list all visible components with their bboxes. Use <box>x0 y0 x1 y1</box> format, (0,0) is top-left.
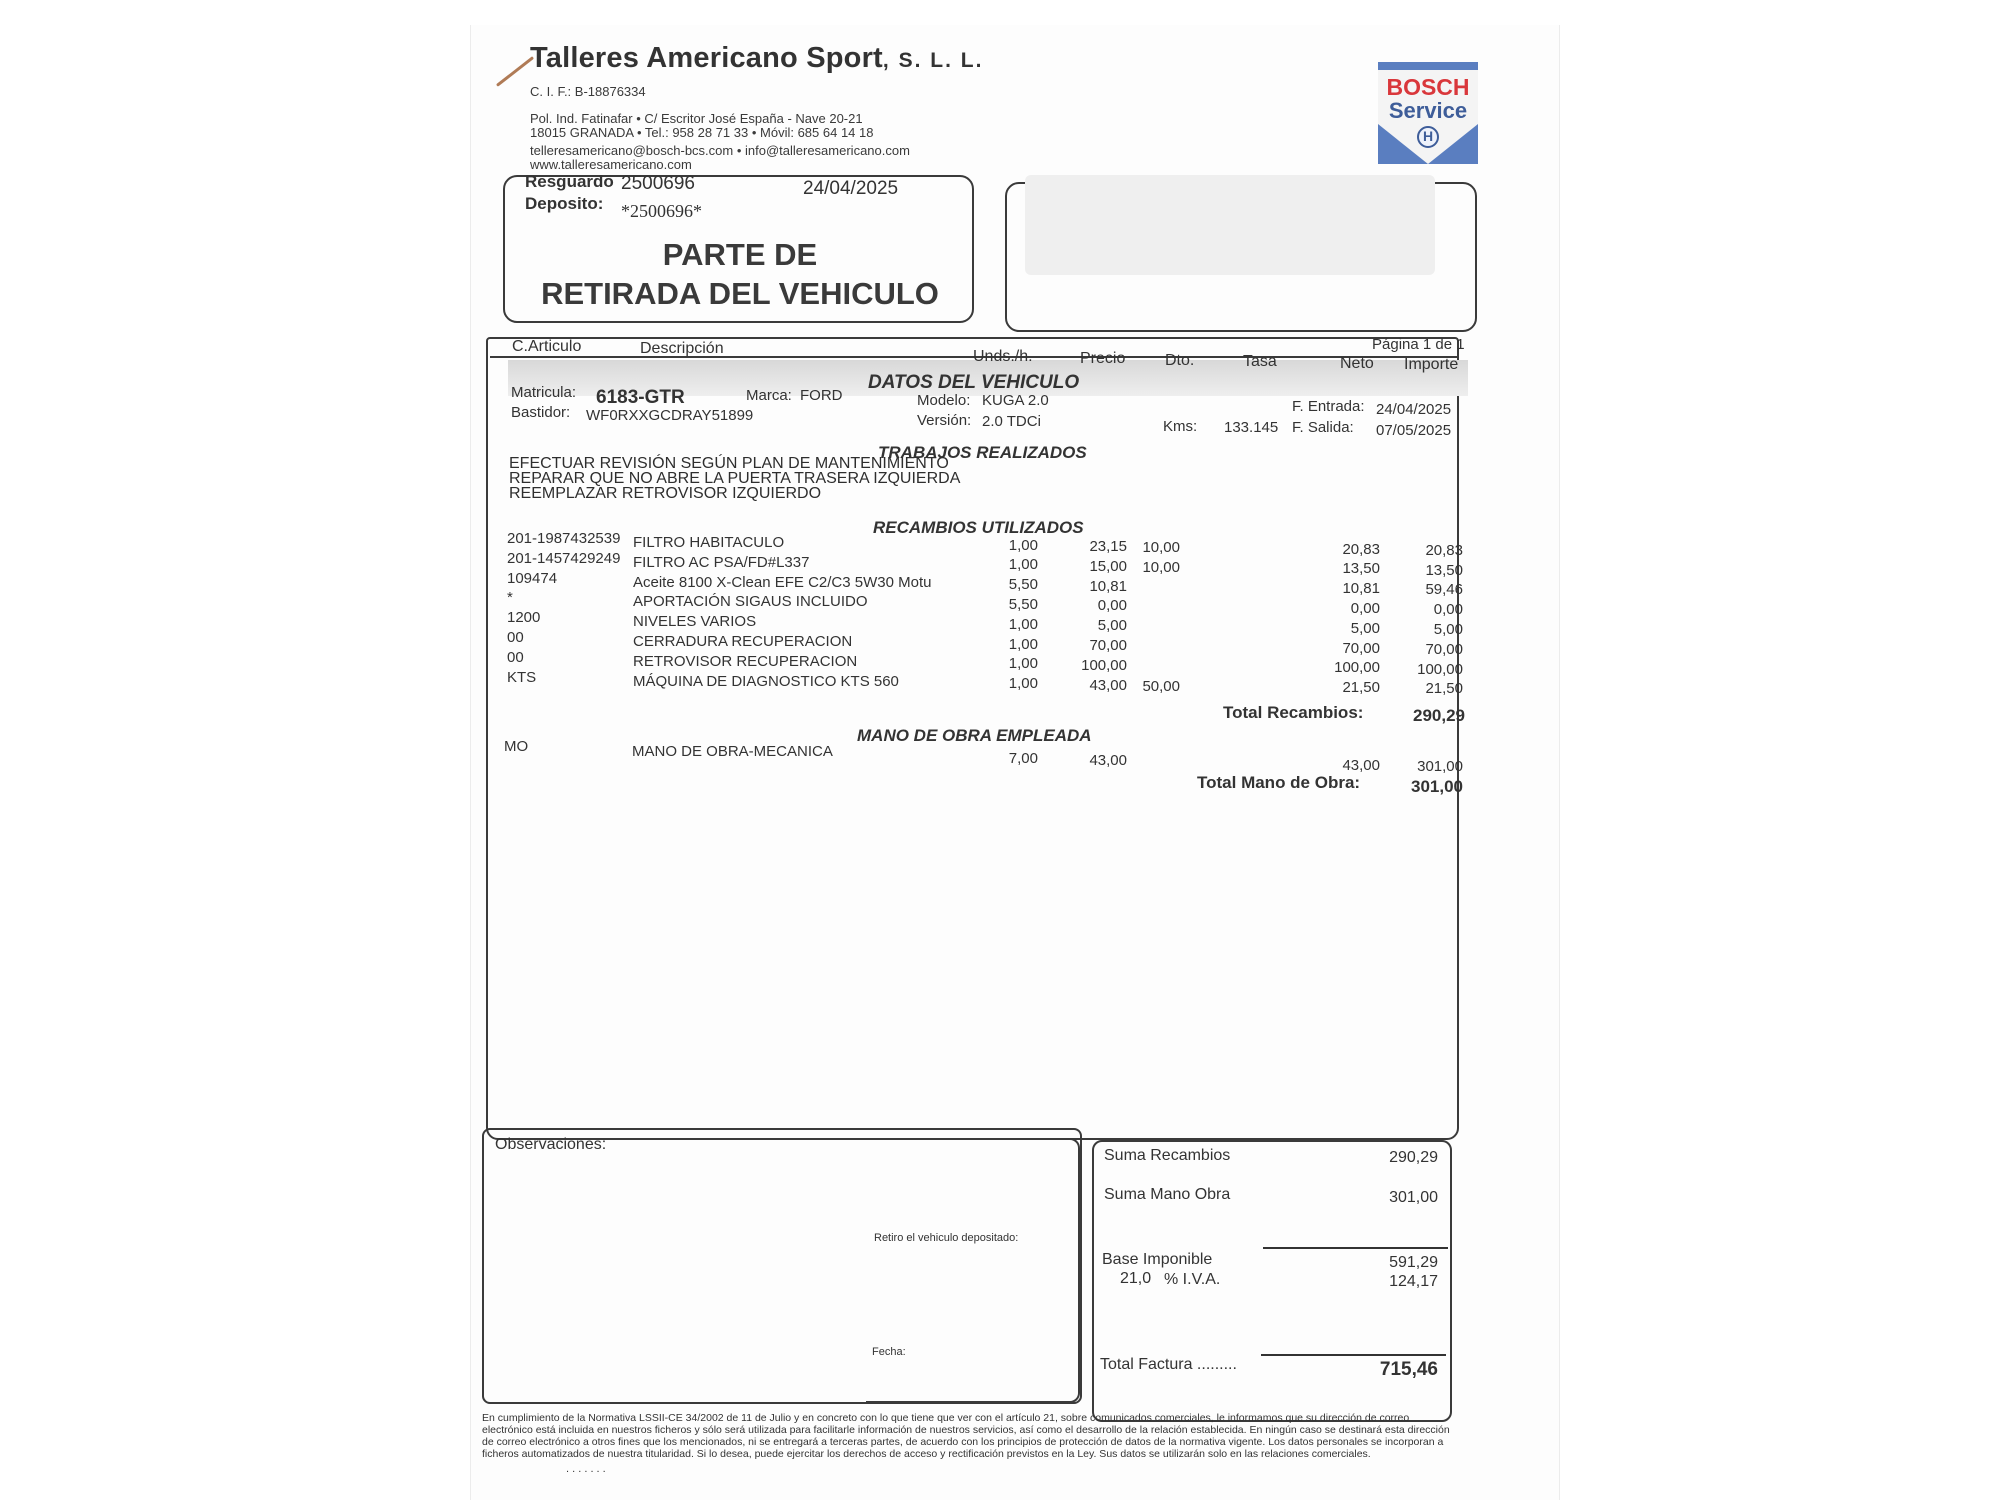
recambio-unds: 1,00 <box>1008 635 1038 653</box>
recambio-desc: FILTRO HABITACULO <box>633 534 785 551</box>
recambio-dto: 50,00 <box>1142 677 1180 695</box>
recambio-code: * <box>507 589 513 607</box>
recambio-precio: 0,00 <box>1097 597 1127 615</box>
recambio-desc: NIVELES VARIOS <box>633 613 757 631</box>
recambio-code: KTS <box>507 668 537 686</box>
recambio-code: 00 <box>507 648 524 666</box>
retiro-box <box>866 1138 1080 1403</box>
iva-label: % I.V.A. <box>1164 1271 1221 1288</box>
recambio-importe: 0,00 <box>1433 601 1463 619</box>
col-articulo: C.Articulo <box>512 338 582 355</box>
kms-value: 133.145 <box>1224 419 1279 436</box>
recambio-desc: APORTACIÓN SIGAUS INCLUIDO <box>633 593 868 611</box>
document-title-line1: PARTE DE <box>662 237 818 272</box>
bastidor-value: WF0RXXGCDRAY51899 <box>586 407 754 424</box>
col-neto: Neto <box>1340 355 1374 372</box>
version-label: Versión: <box>917 412 972 429</box>
recambio-code: 201-1457429249 <box>507 549 621 567</box>
mano-obra-code: MO <box>504 738 529 755</box>
mano-obra-unds: 7,00 <box>1008 750 1038 767</box>
company-address: Pol. Ind. Fatinafar • C/ Escritor José España - Nave 20-21 <box>530 111 863 126</box>
recambio-dto: 10,00 <box>1142 559 1180 576</box>
recambio-dto: 10,00 <box>1142 539 1180 557</box>
total-mano-obra-value: 301,00 <box>1411 777 1463 796</box>
recambio-neto: 13,50 <box>1342 560 1380 578</box>
modelo-value: KUGA 2.0 <box>982 392 1049 409</box>
total-recambios-value: 290,29 <box>1413 706 1465 725</box>
suma-mano-obra-value: 301,00 <box>1389 1189 1438 1206</box>
company-cif: C. I. F.: B-18876334 <box>530 84 646 99</box>
recambio-importe: 70,00 <box>1425 640 1463 658</box>
recambio-unds: 1,00 <box>1008 556 1038 574</box>
modelo-label: Modelo: <box>917 392 971 409</box>
marca-label: Marca: <box>746 387 792 404</box>
entrada-value: 24/04/2025 <box>1376 401 1452 418</box>
recambio-precio: 70,00 <box>1089 636 1127 654</box>
recambio-unds: 1,00 <box>1008 615 1038 633</box>
recambio-importe: 100,00 <box>1417 660 1463 678</box>
company-emails: telleresamericano@bosch-bcs.com • info@talleresamericano.com <box>530 143 910 158</box>
recambio-importe: 20,83 <box>1425 541 1463 559</box>
recambio-neto: 0,00 <box>1350 599 1380 617</box>
company-phones: 18015 GRANADA • Tel.: 958 28 71 33 • Móvil: 685 64 14 18 <box>530 125 874 140</box>
col-tasa: Tasa <box>1243 353 1277 370</box>
mano-obra-title: MANO DE OBRA EMPLEADA <box>857 726 1092 745</box>
document-title-line2: RETIRADA DEL VEHICULO <box>541 276 939 311</box>
recambio-code: 201-1987432539 <box>507 530 621 547</box>
recambio-desc: RETROVISOR RECUPERACION <box>633 652 858 670</box>
col-importe: Importe <box>1404 356 1459 373</box>
matricula-label: Matricula: <box>511 384 577 401</box>
fecha-label: Fecha: <box>872 1346 906 1358</box>
base-imponible-value: 591,29 <box>1389 1254 1438 1271</box>
recambio-code: 109474 <box>507 569 558 587</box>
trabajo-line: REEMPLAZAR RETROVISOR IZQUIERDO <box>509 485 822 502</box>
recambio-importe: 5,00 <box>1433 621 1463 638</box>
mano-obra-precio: 43,00 <box>1089 752 1127 769</box>
kms-label: Kms: <box>1163 418 1198 435</box>
col-precio: Precio <box>1080 350 1126 367</box>
resguardo-number: 2500696 <box>621 173 695 194</box>
resguardo-label: Resguardo <box>525 172 614 191</box>
recambio-desc: Aceite 8100 X-Clean EFE C2/C3 5W30 Motu <box>633 573 932 591</box>
base-imponible-label: Base Imponible <box>1102 1251 1213 1268</box>
trabajo-line: REPARAR QUE NO ABRE LA PUERTA TRASERA IZQUIERDA <box>509 470 961 487</box>
recambio-precio: 23,15 <box>1089 537 1127 555</box>
recambio-neto: 70,00 <box>1342 639 1380 657</box>
deposito-label: Deposito: <box>525 194 604 213</box>
recambio-precio: 15,00 <box>1089 557 1127 575</box>
marca-value: FORD <box>800 387 843 404</box>
recambio-desc: FILTRO AC PSA/FD#L337 <box>633 553 810 571</box>
retiro-label: Retiro el vehiculo depositado: <box>874 1232 1019 1244</box>
recambio-code: 1200 <box>507 609 541 627</box>
recambio-neto: 5,00 <box>1350 619 1380 637</box>
iva-rate: 21,0 <box>1120 1270 1152 1287</box>
recambio-unds: 5,50 <box>1008 576 1038 594</box>
recambio-precio: 10,81 <box>1089 577 1127 595</box>
total-factura-value: 715,46 <box>1379 1359 1438 1380</box>
entrada-label: F. Entrada: <box>1292 398 1365 415</box>
company-name: Talleres Americano Sport, S. L. L. <box>530 42 984 74</box>
col-dto: Dto. <box>1165 352 1195 369</box>
mano-obra-neto: 43,00 <box>1342 757 1380 774</box>
mano-obra-importe: 301,00 <box>1417 758 1463 775</box>
vehicle-section-title: DATOS DEL VEHICULO <box>868 372 1080 393</box>
salida-label: F. Salida: <box>1292 419 1354 436</box>
total-mano-obra-label: Total Mano de Obra: <box>1197 773 1361 792</box>
redacted-client-info <box>1025 175 1435 275</box>
bastidor-label: Bastidor: <box>511 404 571 421</box>
recambio-neto: 21,50 <box>1342 679 1380 697</box>
version-value: 2.0 TDCi <box>982 413 1041 430</box>
total-recambios-label: Total Recambios: <box>1223 703 1364 722</box>
mano-obra-desc: MANO DE OBRA-MECANICA <box>632 743 833 760</box>
deposit-date: 24/04/2025 <box>803 178 899 199</box>
recambios-title: RECAMBIOS UTILIZADOS <box>873 518 1084 537</box>
total-line <box>1261 1354 1446 1356</box>
col-unds: Unds./h. <box>973 348 1033 365</box>
recambio-importe: 21,50 <box>1425 680 1463 698</box>
recambio-neto: 20,83 <box>1342 540 1380 558</box>
suma-recambios-value: 290,29 <box>1389 1149 1438 1166</box>
bosch-service-logo: BOSCH Service H <box>1378 62 1478 164</box>
recambio-importe: 13,50 <box>1425 561 1463 579</box>
bosch-armature-icon <box>1417 126 1439 148</box>
recambio-desc: MÁQUINA DE DIAGNOSTICO KTS 560 <box>633 672 899 690</box>
signature-dots: . . . . . . . <box>566 1463 606 1475</box>
iva-value: 124,17 <box>1389 1273 1438 1290</box>
trabajos-title: TRABAJOS REALIZADOS <box>878 443 1087 462</box>
recambio-neto: 10,81 <box>1342 580 1380 598</box>
subtotal-line <box>1263 1247 1448 1249</box>
recambio-unds: 1,00 <box>1008 655 1038 673</box>
recambio-unds: 5,50 <box>1008 596 1038 613</box>
recambio-desc: CERRADURA RECUPERACION <box>633 633 853 650</box>
recambio-precio: 5,00 <box>1097 617 1127 635</box>
recambio-precio: 100,00 <box>1081 656 1127 674</box>
recambio-unds: 1,00 <box>1008 675 1038 693</box>
recambio-importe: 59,46 <box>1425 581 1463 599</box>
trabajo-line: EFECTUAR REVISIÓN SEGÚN PLAN DE MANTENIMIENTO <box>509 455 949 472</box>
matricula-value: 6183-GTR <box>596 387 685 408</box>
total-factura-label: Total Factura ......... <box>1100 1356 1237 1373</box>
suma-recambios-label: Suma Recambios <box>1104 1147 1231 1164</box>
observaciones-label: Observaciones: <box>495 1136 607 1153</box>
suma-mano-obra-label: Suma Mano Obra <box>1104 1186 1231 1203</box>
recambio-neto: 100,00 <box>1334 659 1380 677</box>
recambio-unds: 1,00 <box>1008 536 1038 554</box>
legal-notice: En cumplimiento de la Normativa LSSII-CE 34/2002 de 11 de Julio y en concreto con lo que tiene que ver con el artículo 21, sobre comunicados comerciales, le informamos que su dirección de correo electrónico está incluida en nuestros ficheros y sólo será utilizada para facilitarle información de nuestros servicios, así como el desarrollo de la relación establecida. En ningún caso se destinará esta dirección de correo electrónico a otros fines que los mencionados, ni se entregará a terceras partes, de acuerdo con los principios de protección de datos de la normativa vigente. Los datos personales se incorporan a ficheros automatizados de nuestra titularidad. Si lo desea, puede ejercitar los derechos de acceso y rectificación previstos en la Ley. Sus datos se utilizarán solo en las relaciones comerciales. <box>482 1412 1450 1460</box>
company-web: www.talleresamericano.com <box>530 157 692 172</box>
col-descripcion: Descripción <box>640 340 724 357</box>
deposito-barcode-text: *2500696* <box>621 201 702 221</box>
salida-value: 07/05/2025 <box>1376 422 1452 439</box>
recambio-code: 00 <box>507 629 524 646</box>
recambio-precio: 43,00 <box>1089 676 1127 694</box>
page-number: Página 1 de 1 <box>1372 336 1465 353</box>
